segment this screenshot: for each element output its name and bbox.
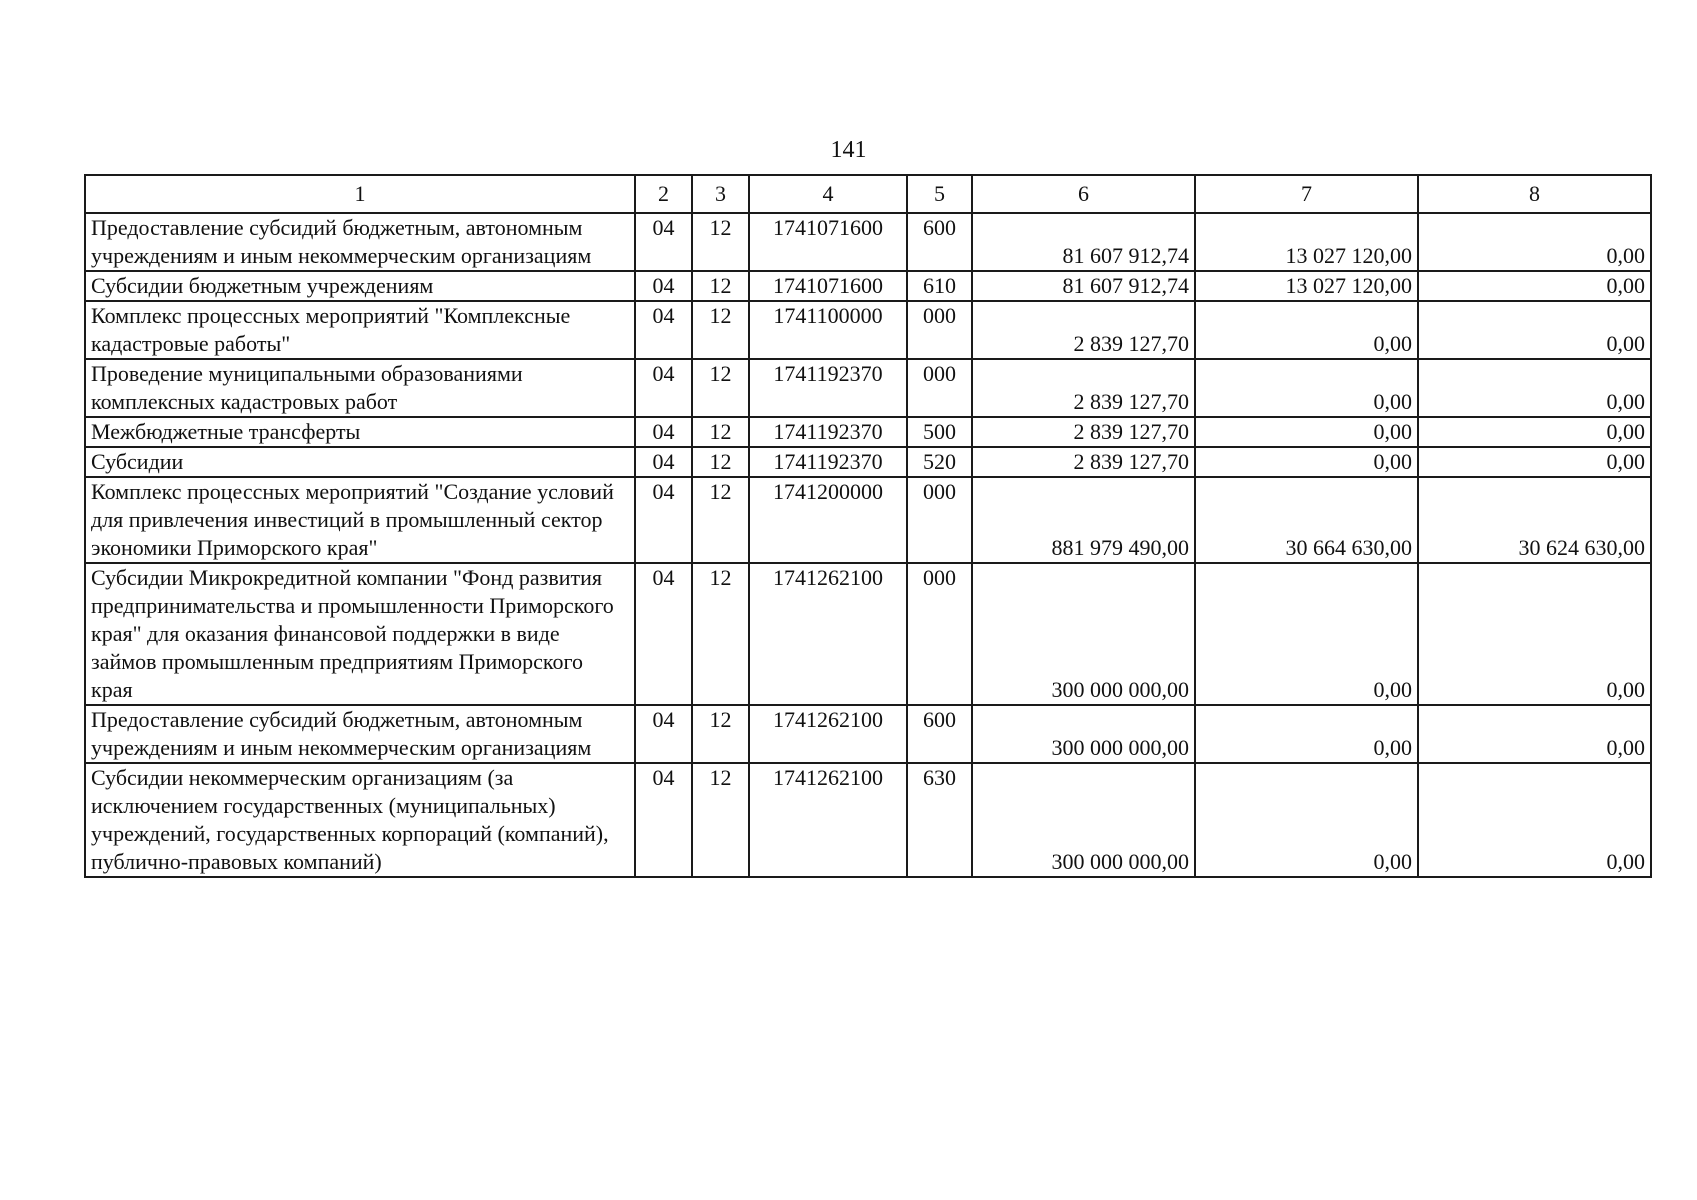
row-name-cell: Субсидии бюджетным учреждениям	[85, 271, 635, 301]
amount-column-7-cell: 0,00	[1195, 705, 1418, 763]
target-article-cell: 1741071600	[749, 213, 907, 271]
amount-column-6-cell: 2 839 127,70	[972, 447, 1195, 477]
row-name-cell: Комплекс процессных мероприятий "Комплексные кадастровые работы"	[85, 301, 635, 359]
section-code-cell: 04	[635, 271, 692, 301]
target-article-cell: 1741100000	[749, 301, 907, 359]
subsection-code-cell: 12	[692, 359, 749, 417]
table-row	[85, 417, 1651, 447]
row-name-cell: Проведение муниципальными образованиями комплексных кадастровых работ	[85, 359, 635, 417]
column-header: 2	[635, 175, 692, 213]
amount-column-8-cell: 0,00	[1418, 359, 1651, 417]
table-row	[85, 213, 1651, 271]
row-name-cell: Предоставление субсидий бюджетным, автономным учреждениям и иным некоммерческим организациям	[85, 705, 635, 763]
subsection-code-cell: 12	[692, 477, 749, 563]
table-row	[85, 271, 1651, 301]
column-header: 6	[972, 175, 1195, 213]
budget-table	[84, 174, 1652, 878]
section-code-cell: 04	[635, 477, 692, 563]
header-row	[85, 175, 1651, 213]
amount-column-6-cell: 2 839 127,70	[972, 417, 1195, 447]
amount-column-7-cell: 13 027 120,00	[1195, 271, 1418, 301]
subsection-code-cell: 12	[692, 417, 749, 447]
table-row	[85, 705, 1651, 763]
amount-column-8-cell: 30 624 630,00	[1418, 477, 1651, 563]
target-article-cell: 1741192370	[749, 417, 907, 447]
amount-column-7-cell: 30 664 630,00	[1195, 477, 1418, 563]
expense-type-cell: 500	[907, 417, 972, 447]
amount-column-6-cell: 300 000 000,00	[972, 705, 1195, 763]
subsection-code-cell: 12	[692, 447, 749, 477]
amount-column-7-cell: 0,00	[1195, 563, 1418, 705]
target-article-cell: 1741071600	[749, 271, 907, 301]
amount-column-8-cell: 0,00	[1418, 417, 1651, 447]
subsection-code-cell: 12	[692, 301, 749, 359]
section-code-cell: 04	[635, 563, 692, 705]
amount-column-8-cell: 0,00	[1418, 705, 1651, 763]
expense-type-cell: 610	[907, 271, 972, 301]
table-row	[85, 301, 1651, 359]
target-article-cell: 1741200000	[749, 477, 907, 563]
amount-column-7-cell: 0,00	[1195, 417, 1418, 447]
amount-column-7-cell: 0,00	[1195, 763, 1418, 877]
column-header: 1	[85, 175, 635, 213]
row-name-cell: Субсидии Микрокредитной компании "Фонд развития предпринимательства и промышленности Приморского края" для оказания финансовой поддержки в виде займов промышленным предприятиям Приморского края	[85, 563, 635, 705]
section-code-cell: 04	[635, 705, 692, 763]
amount-column-8-cell: 0,00	[1418, 213, 1651, 271]
subsection-code-cell: 12	[692, 563, 749, 705]
table-row	[85, 477, 1651, 563]
amount-column-8-cell: 0,00	[1418, 301, 1651, 359]
row-name-cell: Субсидии некоммерческим организациям (за исключением государственных (муниципальных) учреждений, государственных корпораций (компаний), публично-правовых компаний)	[85, 763, 635, 877]
amount-column-6-cell: 81 607 912,74	[972, 271, 1195, 301]
amount-column-6-cell: 81 607 912,74	[972, 213, 1195, 271]
table-row	[85, 359, 1651, 417]
amount-column-6-cell: 300 000 000,00	[972, 763, 1195, 877]
table-header	[85, 175, 1651, 213]
column-header: 5	[907, 175, 972, 213]
table-row	[85, 447, 1651, 477]
page-number: 141	[830, 137, 867, 163]
subsection-code-cell: 12	[692, 705, 749, 763]
section-code-cell: 04	[635, 417, 692, 447]
section-code-cell: 04	[635, 359, 692, 417]
expense-type-cell: 000	[907, 477, 972, 563]
subsection-code-cell: 12	[692, 763, 749, 877]
amount-column-6-cell: 881 979 490,00	[972, 477, 1195, 563]
amount-column-6-cell: 2 839 127,70	[972, 359, 1195, 417]
expense-type-cell: 000	[907, 563, 972, 705]
column-header: 4	[749, 175, 907, 213]
expense-type-cell: 520	[907, 447, 972, 477]
section-code-cell: 04	[635, 213, 692, 271]
expense-type-cell: 000	[907, 359, 972, 417]
row-name-cell: Предоставление субсидий бюджетным, автономным учреждениям и иным некоммерческим организациям	[85, 213, 635, 271]
table-row	[85, 763, 1651, 877]
expense-type-cell: 600	[907, 213, 972, 271]
section-code-cell: 04	[635, 301, 692, 359]
amount-column-7-cell: 0,00	[1195, 447, 1418, 477]
amount-column-7-cell: 0,00	[1195, 359, 1418, 417]
amount-column-6-cell: 300 000 000,00	[972, 563, 1195, 705]
expense-type-cell: 600	[907, 705, 972, 763]
target-article-cell: 1741262100	[749, 763, 907, 877]
table-body	[85, 213, 1651, 877]
subsection-code-cell: 12	[692, 271, 749, 301]
column-header: 3	[692, 175, 749, 213]
amount-column-8-cell: 0,00	[1418, 763, 1651, 877]
amount-column-8-cell: 0,00	[1418, 447, 1651, 477]
column-header: 7	[1195, 175, 1418, 213]
target-article-cell: 1741262100	[749, 563, 907, 705]
row-name-cell: Субсидии	[85, 447, 635, 477]
amount-column-7-cell: 13 027 120,00	[1195, 213, 1418, 271]
subsection-code-cell: 12	[692, 213, 749, 271]
expense-type-cell: 630	[907, 763, 972, 877]
target-article-cell: 1741192370	[749, 359, 907, 417]
target-article-cell: 1741262100	[749, 705, 907, 763]
amount-column-8-cell: 0,00	[1418, 563, 1651, 705]
amount-column-8-cell: 0,00	[1418, 271, 1651, 301]
row-name-cell: Комплекс процессных мероприятий "Создание условий для привлечения инвестиций в промышленный сектор экономики Приморского края"	[85, 477, 635, 563]
column-header: 8	[1418, 175, 1651, 213]
target-article-cell: 1741192370	[749, 447, 907, 477]
amount-column-6-cell: 2 839 127,70	[972, 301, 1195, 359]
expense-type-cell: 000	[907, 301, 972, 359]
section-code-cell: 04	[635, 447, 692, 477]
table-row	[85, 563, 1651, 705]
row-name-cell: Межбюджетные трансферты	[85, 417, 635, 447]
amount-column-7-cell: 0,00	[1195, 301, 1418, 359]
section-code-cell: 04	[635, 763, 692, 877]
